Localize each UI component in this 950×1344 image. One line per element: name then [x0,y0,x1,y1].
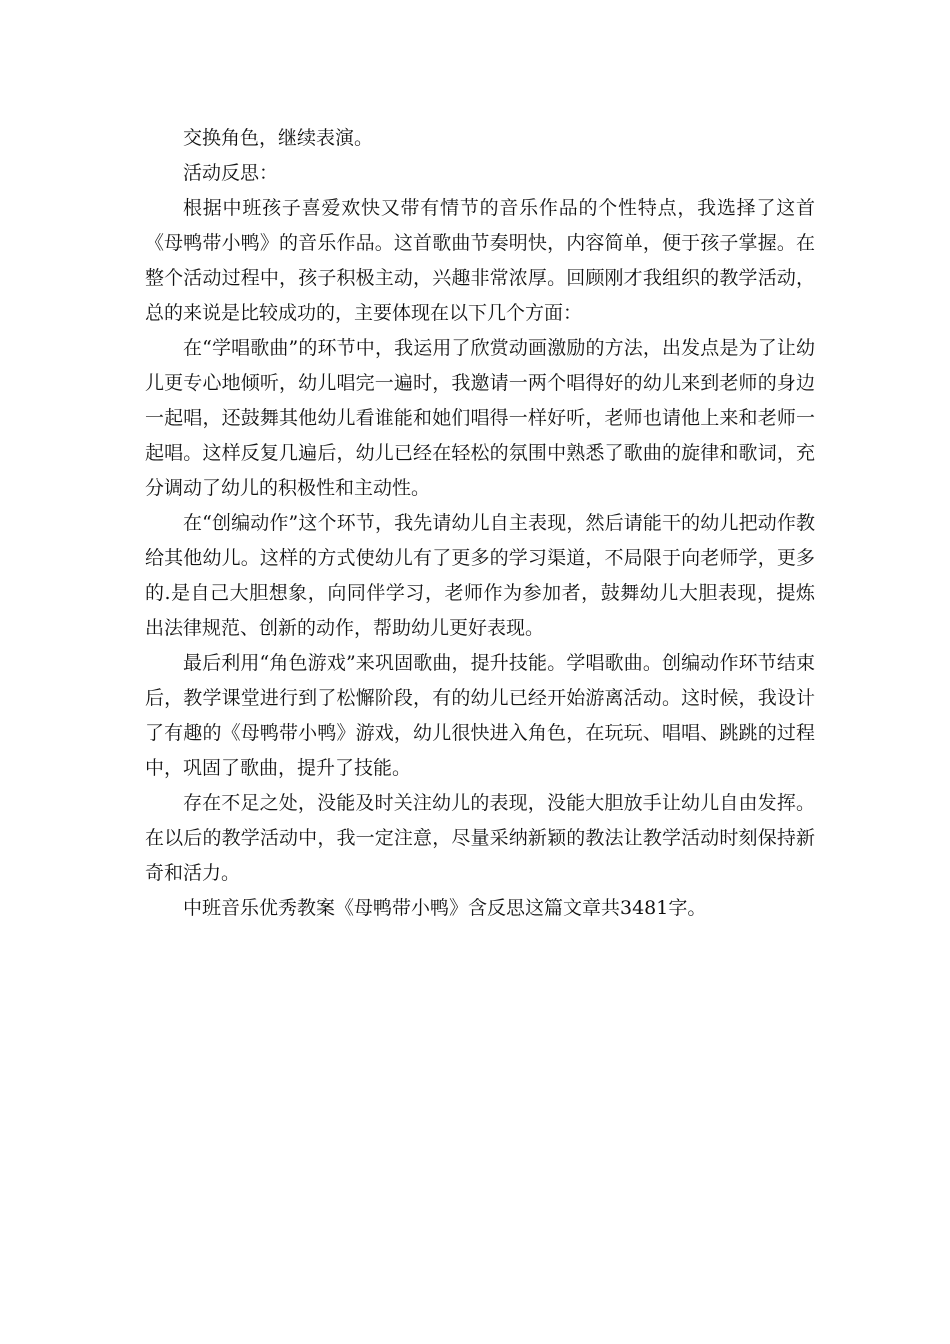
paragraph-word-count: 中班音乐优秀教案《母鸭带小鸭》含反思这篇文章共3481字。 [183,897,707,919]
paragraph-role-swap: 交换角色，继续表演。 [183,127,374,149]
paragraph-shortcomings: 存在不足之处，没能及时关注幼儿的表现，没能大胆放手让幼儿自由发挥。在以后的教学活动中，我一定注意，尽量采纳新颖的教法让教学活动时刻保持新奇和活力。 [145,792,815,884]
paragraph-reflection-intro: 根据中班孩子喜爱欢快又带有情节的音乐作品的个性特点，我选择了这首《母鸭带小鸭》的音乐作品。这首歌曲节奏明快，内容简单，便于孩子掌握。在整个活动过程中，孩子积极主动，兴趣非常浓厚。回顾刚才我组织的教学活动，总的来说是比较成功的，主要体现在以下几个方面： [145,197,815,324]
paragraph-choreography-section: 在“创编动作”这个环节，我先请幼儿自主表现，然后请能干的幼儿把动作教给其他幼儿。这样的方式使幼儿有了更多的学习渠道，不局限于向老师学，更多的.是自己大胆想象，向同伴学习，老师作为参加者，鼓舞幼儿大胆表现，提炼出法律规范、创新的动作，帮助幼儿更好表现。 [145,512,815,639]
paragraph-reflection-heading: 活动反思： [183,162,279,184]
paragraph-role-game-section: 最后利用“角色游戏”来巩固歌曲，提升技能。学唱歌曲。创编动作环节结束后，教学课堂进行到了松懈阶段，有的幼儿已经开始游离活动。这时候，我设计了有趣的《母鸭带小鸭》游戏，幼儿很快进入角色，在玩玩、唱唱、跳跳的过程中，巩固了歌曲，提升了技能。 [145,652,815,779]
document-body [145,121,815,926]
paragraph-singing-section: 在“学唱歌曲”的环节中，我运用了欣赏动画激励的方法，出发点是为了让幼儿更专心地倾听，幼儿唱完一遍时，我邀请一两个唱得好的幼儿来到老师的身边一起唱，还鼓舞其他幼儿看谁能和她们唱得一样好听，老师也请他上来和老师一起唱。这样反复几遍后，幼儿已经在轻松的氛围中熟悉了歌曲的旋律和歌词，充分调动了幼儿的积极性和主动性。 [145,337,815,499]
